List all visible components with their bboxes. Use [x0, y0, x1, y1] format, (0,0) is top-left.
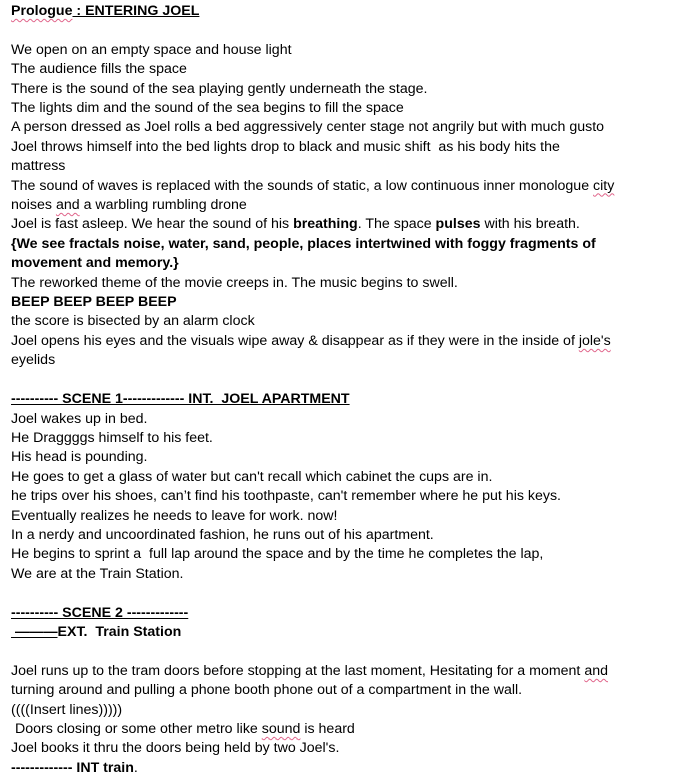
doc-line: He Draggggs himself to his feet. — [11, 429, 213, 446]
bold-word: pulses — [435, 216, 481, 233]
doc-line: he trips over his shoes, can’t find his toothpaste, can't remember where he put his keys. — [11, 488, 561, 505]
spellcheck-word: city — [593, 177, 615, 194]
document-body — [11, 2, 691, 778]
doc-line: In a nerdy and uncoordinated fashion, he runs out of his apartment. — [11, 526, 434, 543]
text-run: a warbling rumbling drone — [79, 197, 247, 214]
doc-line: There is the sound of the sea playing gently underneath the stage. — [11, 80, 428, 97]
text-run: . The space — [357, 216, 436, 233]
doc-line — [11, 662, 691, 681]
spellcheck-word: and — [584, 662, 608, 679]
spellcheck-word: and — [55, 197, 80, 214]
doc-line: The lights dim and the sound of the sea begins to fill the space — [11, 100, 404, 117]
scene2-subheading — [11, 623, 691, 642]
prologue-heading — [11, 2, 691, 21]
scene2-heading: ---------- SCENE 2 ------------- — [11, 604, 189, 621]
location-label: EXT. Train Station — [57, 623, 182, 640]
blank-line — [11, 642, 691, 661]
doc-line: mattress — [11, 158, 66, 175]
doc-line — [11, 332, 691, 351]
dash-run: ——— — [11, 623, 58, 640]
text-run: Joel is fast asleep. We hear the sound of his — [11, 216, 294, 233]
text-run: Doors closing or some other metro like — [11, 720, 262, 737]
doc-line — [11, 759, 691, 778]
text-run: . — [133, 759, 138, 776]
doc-line: Joel books it thru the doors being held by two Joel's. — [11, 740, 340, 757]
bold-word: breathing — [293, 216, 358, 233]
doc-line: His head is pounding. — [11, 449, 148, 466]
prologue-title: : ENTERING JOEL — [72, 3, 200, 19]
doc-line: We open on an empty space and house light — [11, 41, 292, 58]
doc-line — [11, 215, 691, 234]
spellcheck-word: sound — [261, 720, 301, 737]
blank-line — [11, 371, 691, 390]
doc-line: eyelids — [11, 352, 56, 369]
doc-line: ((((Insert lines))))) — [11, 701, 123, 718]
doc-line — [11, 720, 691, 739]
doc-line: A person dressed as Joel rolls a bed aggressively center stage not angrily but with much gusto — [11, 119, 605, 136]
doc-line-bold: {We see fractals noise, water, sand, people, places intertwined with foggy fragments of — [11, 235, 596, 252]
doc-line: Joel wakes up in bed. — [11, 410, 148, 427]
blank-line — [11, 584, 691, 603]
prologue-word: Prologue — [11, 3, 73, 19]
text-run: with his breath. — [480, 216, 580, 233]
doc-line: The reworked theme of the movie creeps in. The music begins to swell. — [11, 274, 458, 291]
doc-line: turning around and pulling a phone booth phone out of a compartment in the wall. — [11, 682, 523, 699]
doc-line-bold: BEEP BEEP BEEP BEEP — [11, 294, 177, 311]
text-run: is heard — [300, 720, 355, 737]
doc-line — [11, 177, 691, 196]
blank-line — [11, 21, 691, 40]
scene-label: INT train — [76, 759, 134, 776]
doc-line: The audience fills the space — [11, 61, 187, 78]
text-run: Joel opens his eyes and the visuals wipe away & disappear as if they were in the inside of — [11, 332, 579, 349]
text-run: noises — [11, 197, 56, 214]
doc-line: We are at the Train Station. — [11, 565, 184, 582]
scene1-heading: ---------- SCENE 1------------- INT. JOEL APARTMENT — [11, 391, 350, 408]
doc-line: He goes to get a glass of water but can't recall which cabinet the cups are in. — [11, 468, 493, 485]
doc-line: He begins to sprint a full lap around the space and by the time he completes the lap, — [11, 546, 544, 563]
doc-line-bold: movement and memory.} — [11, 255, 179, 272]
doc-line: Eventually realizes he needs to leave for work. now! — [11, 507, 338, 524]
spellcheck-word: jole's — [578, 332, 611, 349]
dash-run: ------------- — [11, 759, 77, 776]
doc-line: Joel throws himself into the bed lights drop to black and music shift as his body hits the — [11, 138, 560, 155]
doc-line: the score is bisected by an alarm clock — [11, 313, 255, 330]
doc-line — [11, 196, 691, 215]
text-run: The sound of waves is replaced with the sounds of static, a low continuous inner monologue — [11, 177, 594, 194]
text-run: Joel runs up to the tram doors before stopping at the last moment, Hesitating for a moment — [11, 662, 585, 679]
